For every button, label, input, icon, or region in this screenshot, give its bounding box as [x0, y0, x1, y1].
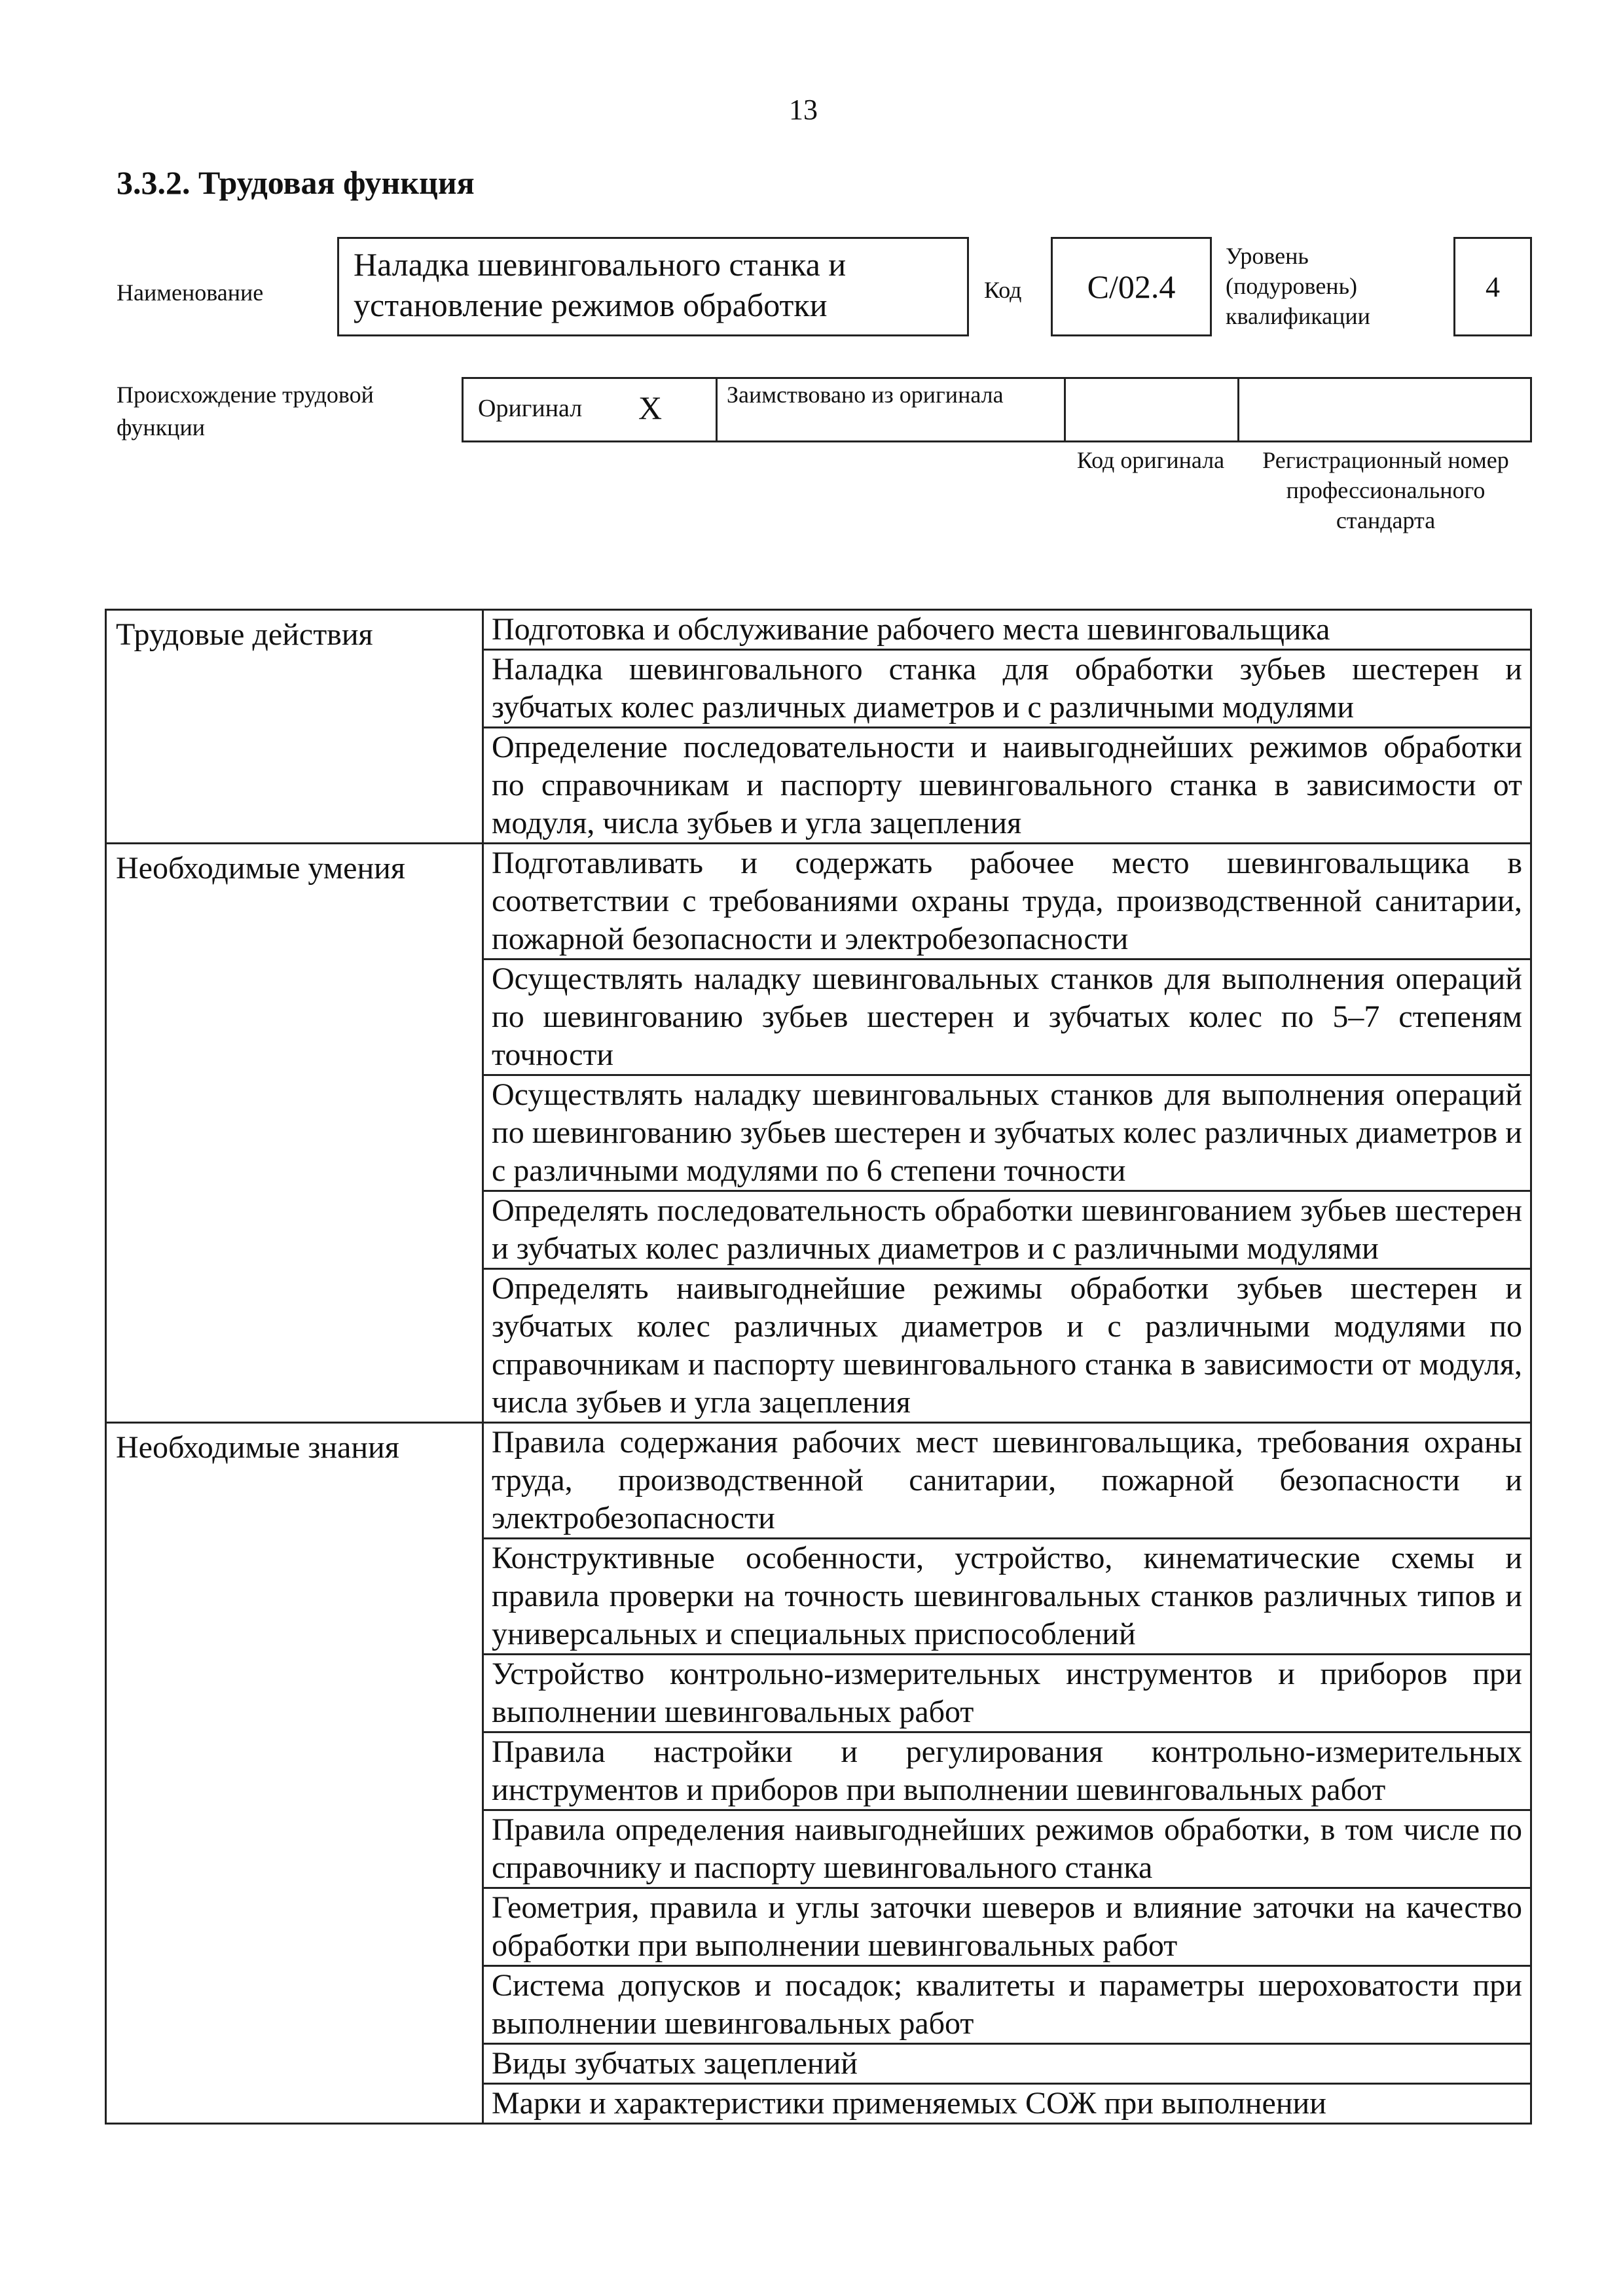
code-value: С/02.4 [1051, 237, 1212, 336]
origin-original-mark: X [638, 389, 663, 426]
name-value: Наладка шевинговального станка и установление режимов обработки [337, 237, 969, 336]
section-item: Подготовка и обслуживание рабочего места шевинговальщика [483, 610, 1531, 650]
table-row [106, 844, 1531, 960]
section-category: Необходимые знания [106, 1423, 483, 2124]
origin-original-label: Оригинал [478, 395, 583, 422]
section-item: Марки и характеристики применяемых СОЖ при выполнении [483, 2084, 1531, 2124]
section-item: Виды зубчатых зацеплений [483, 2044, 1531, 2084]
registration-number-caption: Регистрационный номер профессионального стандарта [1262, 447, 1509, 533]
origin-divider [1237, 377, 1239, 442]
section-item: Правила содержания рабочих мест шевинговальщика, требования охраны труда, производственной санитарии, пожарной безопасности и электробезопасности [483, 1423, 1531, 1539]
level-label: Уровень (подуровень) квалификации [1226, 243, 1370, 329]
section-item: Определение последовательности и наивыгоднейших режимов обработки по справочникам и паспорту шевинговального станка в зависимости от модуля, числа зубьев и угла зацепления [483, 728, 1531, 844]
origin-divider [716, 377, 718, 442]
original-code-caption: Код оригинала [1076, 447, 1225, 473]
section-item: Конструктивные особенности, устройство, кинематические схемы и правила проверки на точность шевинговальных станков различных типов и универсальных и специальных приспособлений [483, 1539, 1531, 1655]
section-item: Определять последовательность обработки шевингованием зубьев шестерен и зубчатых колес различных диаметров и с различными модулями [483, 1191, 1531, 1269]
section-category: Необходимые умения [106, 844, 483, 1423]
origin-divider [1064, 377, 1066, 442]
origin-label: Происхождение трудовой функции [117, 382, 374, 440]
section-title: 3.3.2. Трудовая функция [117, 164, 475, 201]
table-row [106, 610, 1531, 650]
table-row [106, 1423, 1531, 1539]
section-item: Система допусков и посадок; квалитеты и параметры шероховатости при выполнении шевинговальных работ [483, 1966, 1531, 2044]
section-item: Определять наивыгоднейшие режимы обработки зубьев шестерен и зубчатых колес различных диаметров и с различными модулями по справочникам и паспорту шевинговального станка в зависимости от модуля, числа зубьев и угла зацепления [483, 1269, 1531, 1423]
section-item: Геометрия, правила и углы заточки шеверов и влияние заточки на качество обработки при выполнении шевинговальных работ [483, 1888, 1531, 1966]
level-value: 4 [1453, 237, 1532, 336]
section-item: Устройство контрольно-измерительных инструментов и приборов при выполнении шевинговальных работ [483, 1655, 1531, 1732]
section-item: Подготавливать и содержать рабочее место шевинговальщика в соответствии с требованиями охраны труда, производственной санитарии, пожарной безопасности и электробезопасности [483, 844, 1531, 960]
function-table [105, 609, 1532, 2125]
name-label: Наименование [117, 279, 264, 306]
section-item: Осуществлять наладку шевинговальных станков для выполнения операций по шевингованию зубьев шестерен и зубчатых колес различных диаметров и с различными модулями по 6 степени точности [483, 1075, 1531, 1191]
section-item: Осуществлять наладку шевинговальных станков для выполнения операций по шевингованию зубьев шестерен и зубчатых колес по 5–7 степеням точности [483, 960, 1531, 1075]
section-item: Правила настройки и регулирования контрольно-измерительных инструментов и приборов при выполнении шевинговальных работ [483, 1732, 1531, 1810]
code-label: Код [984, 277, 1022, 303]
section-category: Трудовые действия [106, 610, 483, 844]
page-number: 13 [789, 94, 818, 126]
origin-borrowed-label: Заимствовано из оригинала [727, 382, 1004, 408]
section-item: Правила определения наивыгоднейших режимов обработки, в том числе по справочнику и паспорту шевинговального станка [483, 1810, 1531, 1888]
section-item: Наладка шевинговального станка для обработки зубьев шестерен и зубчатых колес различных диаметров и с различными модулями [483, 650, 1531, 728]
